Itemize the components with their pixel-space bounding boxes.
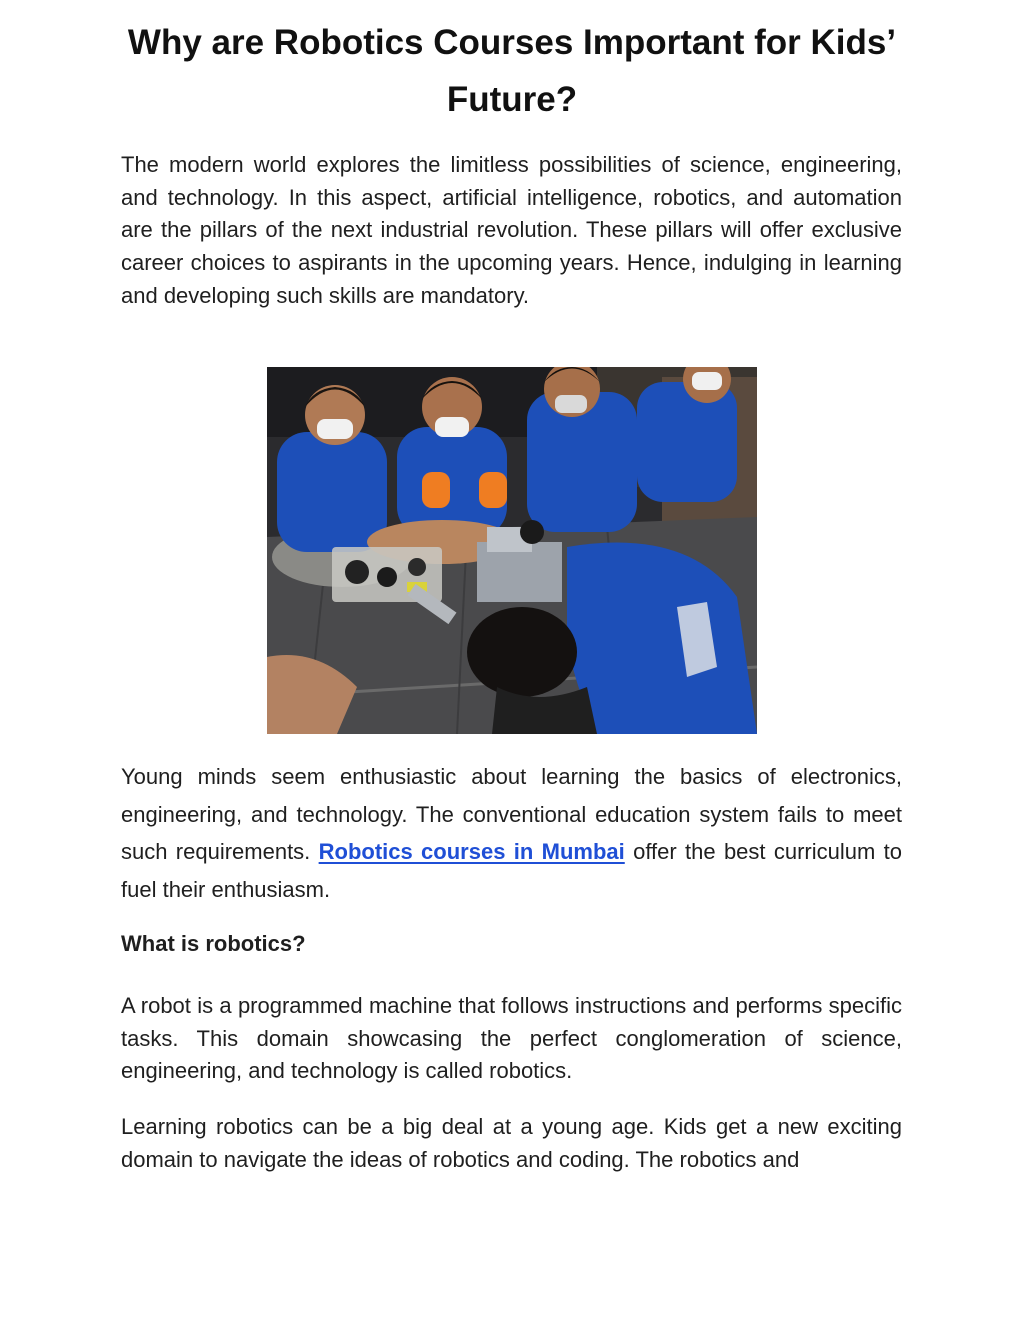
article-title: Why are Robotics Courses Important for Kids’ Future? [127,23,897,119]
robotics-courses-mumbai-link[interactable]: Robotics courses in Mumbai [318,839,625,864]
section-heading-what-is-robotics: What is robotics? [121,931,306,956]
paragraph-text-after-link: offer the best curriculum to fuel their enthusiasm. [121,839,902,902]
learning-robotics-paragraph: Learning robotics can be a big deal at a young age. Kids get a new exciting domain to navigate the ideas of robotics and coding. The robotics and [121,1114,902,1172]
kids-robotics-photo [267,367,757,734]
intro-paragraph: The modern world explores the limitless possibilities of science, engineering, and technology. In this aspect, artificial intelligence, robotics, and automation are the pillars of the next industrial revolution. These pillars will offer exclusive career choices to aspirants in the upcoming years. Hence, indulging in learning and developing such skills are mandatory. [121,152,902,308]
paragraph-text-before-link: Young minds seem enthusiastic about learning the basics of electronics, engineering, and technology. The conventional education system fails to meet such requirements. [121,764,902,864]
enthusiasm-paragraph [121,758,902,908]
robot-definition-paragraph: A robot is a programmed machine that follows instructions and performs specific tasks. This domain showcasing the perfect conglomeration of science, engineering, and technology is called robotics. [121,993,902,1084]
